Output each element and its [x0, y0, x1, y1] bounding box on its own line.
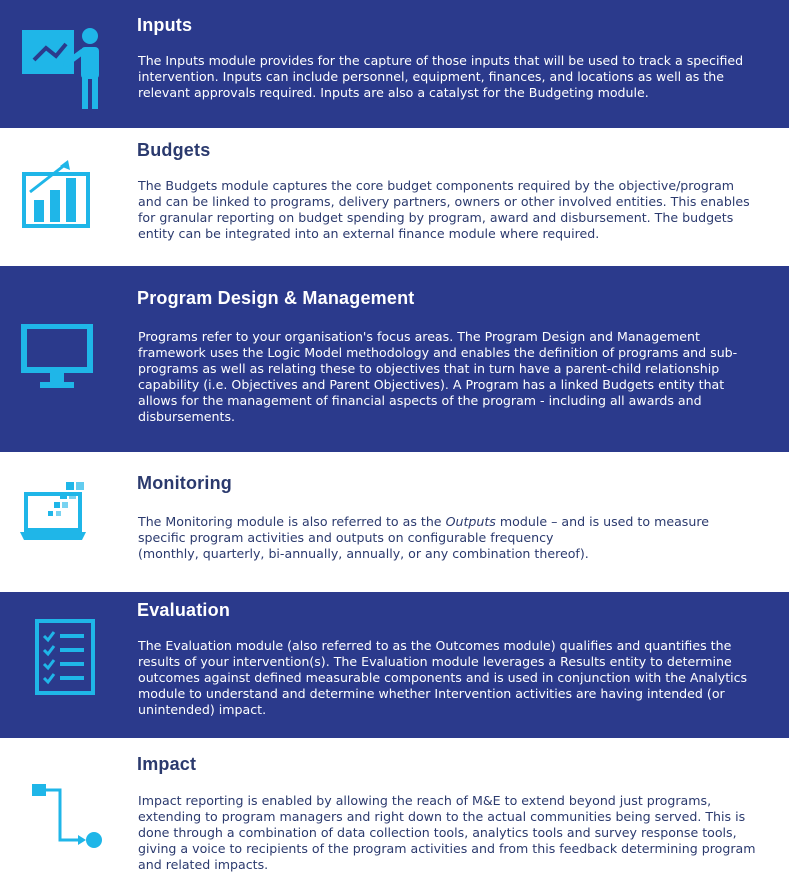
checklist-icon [34, 618, 100, 698]
section-evaluation [0, 592, 789, 738]
section-title: Program Design & Management [137, 288, 415, 308]
presenter-board-icon [20, 22, 110, 112]
section-program-design [0, 266, 789, 452]
section-title: Budgets [137, 140, 211, 160]
section-body: The Inputs module provides for the capture of those inputs that will be used to track a specified intervention. Inputs can include personnel, equipment, finances, and locations as well as the relevant approvals required. Inputs are also a catalyst for the Budgeting module. [138, 53, 744, 100]
section-body-emphasis: Outputs [445, 514, 496, 529]
section-inputs [0, 0, 789, 128]
section-body: Impact reporting is enabled by allowing the reach of M&E to extend beyond just programs, extending to program managers and right down to the actual communities being served. This is done through a combination of data collection tools, analytics tools and survey response tools, giving a voice to recipients of the program activities and from this feedback determining program and related impacts. [138, 793, 756, 872]
bar-chart-growth-icon [22, 158, 92, 228]
section-body-part: (monthly, quarterly, bi-annually, annually, or any combination thereof). [138, 546, 589, 561]
section-body: The Evaluation module (also referred to as the Outcomes module) qualifies and quantifies the results of your intervention(s). The Evaluation module leverages a Results entity to determine outcomes against defined measurable components and is used in conjunction with the Analytics module to understand and determine whether Intervention activities are having intended (or unintended) impact. [138, 638, 748, 717]
section-title: Impact [137, 754, 197, 774]
flow-path-icon [30, 780, 106, 856]
section-body-part: module – and is used to measure specific program activities and outputs on configurable frequency [138, 514, 709, 545]
section-title: Monitoring [137, 473, 232, 493]
section-body [138, 514, 759, 562]
section-monitoring [0, 452, 789, 592]
section-body: The Budgets module captures the core budget components required by the objective/program and can be linked to programs, delivery partners, owners or other involved entities. This enables for granular reporting on budget spending by program, award and disbursement. The budgets entity can be integrated into an external finance module where required. [138, 178, 750, 241]
monitor-icon [20, 324, 100, 394]
section-budgets [0, 128, 789, 266]
laptop-pixels-icon [20, 478, 100, 548]
section-title: Evaluation [137, 600, 231, 620]
section-title: Inputs [137, 15, 193, 35]
section-body: Programs refer to your organisation's focus areas. The Program Design and Management framework uses the Logic Model methodology and enables the definition of programs and sub-programs as well as relating these to objectives that in turn have a parent-child relationship capability (i.e. Objectives and Parent Objectives). A Program has a linked Budgets entity that allows for the management of financial aspects of the program - including all awards and disbursements. [138, 329, 738, 424]
section-body-part: The Monitoring module is also referred to as the [138, 514, 446, 529]
section-impact [0, 738, 789, 886]
